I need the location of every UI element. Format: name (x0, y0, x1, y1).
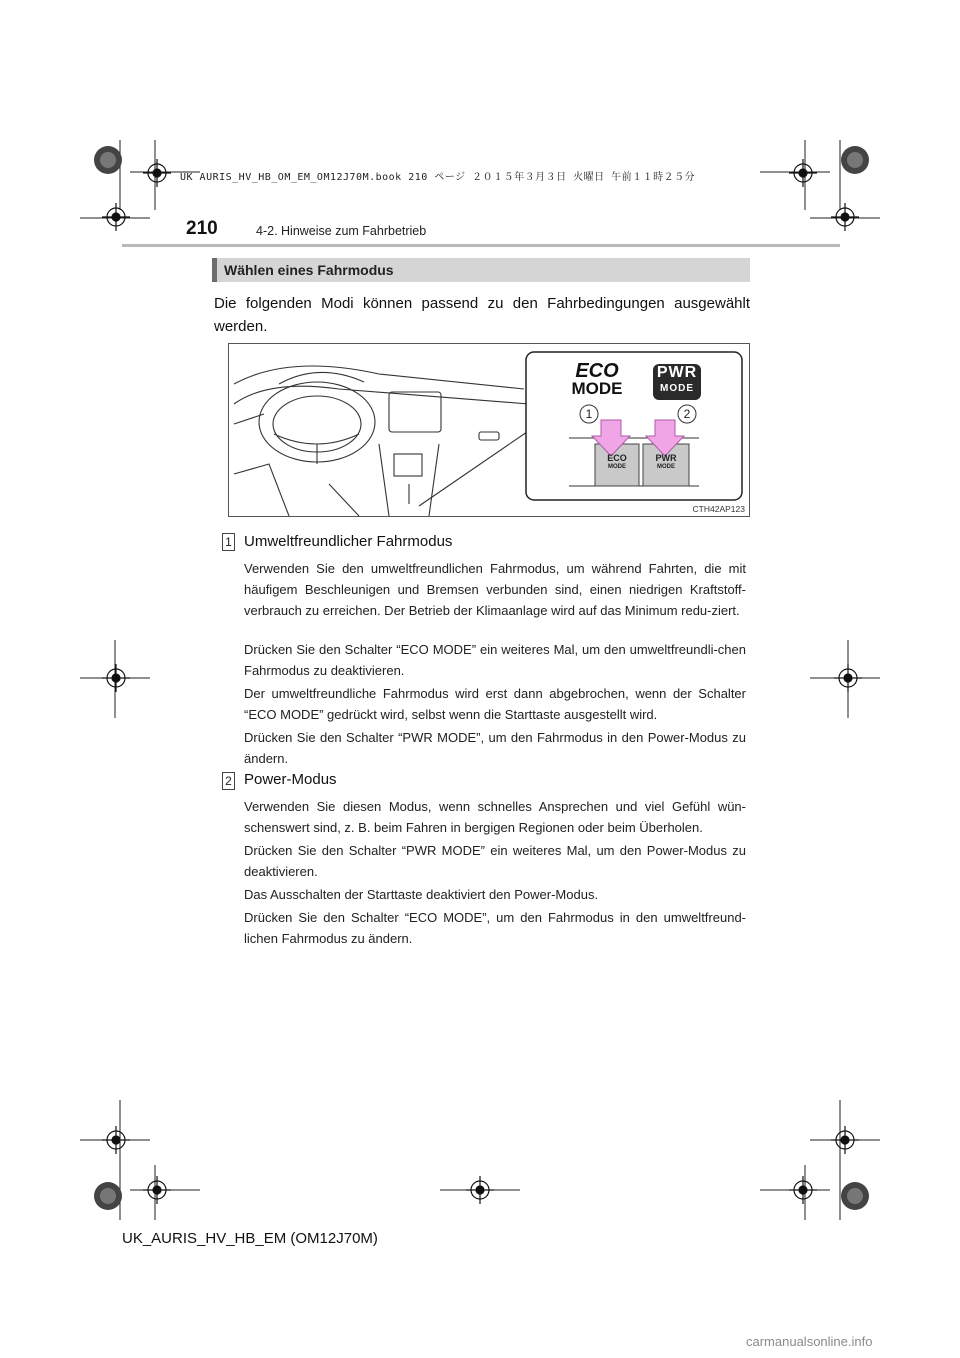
eco-switch-label (595, 454, 639, 472)
figure-callout-2: 2 (683, 407, 691, 421)
item-1-paragraph-1: Verwenden Sie den umweltfreundlichen Fahrmodus, um während Fahrten, die mit häufigem Beschleunigen und Bremsen verbunden sind, einen niedrigen Kraftstoff-verbrauch zu erreichen. Der Betrieb der Klimaanlage wird auf das Minimum redu-ziert. (244, 561, 746, 618)
pwr-switch-line1: PWR (655, 453, 677, 463)
eco-mode-logo (567, 362, 627, 398)
item-2-paragraph-1: Verwenden Sie diesen Modus, wenn schnelles Ansprechen und viel Gefühl wün-schenswert sind, z. B. beim Fahren in bergigen Regionen oder beim Überholen. (244, 799, 746, 835)
intro-text: Die folgenden Modi können passend zu den Fahrbedingungen ausgewählt werden. (214, 295, 750, 335)
item-number-2: 2 (222, 772, 235, 790)
section-heading-bar (212, 258, 750, 282)
section-accent (212, 258, 217, 282)
eco-switch-line2: MODE (608, 464, 626, 470)
document-footer: UK_AURIS_HV_HB_EM (OM12J70M) (122, 1230, 378, 1247)
item-2-paragraph-3: Das Ausschalten der Starttaste deaktiviert den Power-Modus. (244, 887, 599, 902)
dashboard-illustration (228, 343, 750, 517)
eco-logo-line1: ECO (575, 360, 619, 382)
pwr-logo-line1: PWR (656, 364, 698, 381)
item-1-paragraph-2: Drücken Sie den Schalter “ECO MODE” ein weiteres Mal, um den umweltfreundli-chen Fahrmodus zu deaktivieren. (244, 642, 746, 678)
pwr-logo-line2: MODE (660, 383, 694, 394)
figure-code: CTH42AP123 (692, 504, 745, 514)
item-2-paragraph-4: Drücken Sie den Schalter “ECO MODE”, um den Fahrmodus in den umweltfreund-lichen Fahrmodus zu ändern. (244, 910, 746, 946)
item-number-1: 1 (222, 533, 235, 551)
chapter-title: 4-2. Hinweise zum Fahrbetrieb (256, 224, 427, 238)
pwr-switch-label (643, 454, 689, 472)
item-1-paragraph-4: Drücken Sie den Schalter “PWR MODE”, um den Fahrmodus in den Power-Modus zu ändern. (244, 730, 746, 766)
print-header: UK AURIS_HV_HB_OM_EM_OM12J70M.book 210 ページ ２０１５年３月３日 火曜日 午前１１時２５分 (180, 172, 696, 183)
pwr-mode-logo (653, 365, 701, 397)
item-heading-2: Power-Modus (244, 771, 337, 788)
figure-callout-1: 1 (585, 407, 593, 421)
eco-switch-line1: ECO (607, 453, 627, 463)
pwr-switch-line2: MODE (657, 464, 675, 470)
page-number: 210 (186, 218, 218, 239)
eco-logo-line2: MODE (571, 379, 623, 398)
item-1-paragraph-3: Der umweltfreundliche Fahrmodus wird erst dann abgebrochen, wenn der Schalter “ECO MODE” gedrückt wird, selbst wenn die Starttaste ausgestellt wird. (244, 686, 746, 722)
header-rule (122, 244, 840, 247)
item-heading-1: Umweltfreundlicher Fahrmodus (244, 533, 453, 550)
watermark: carmanualsonline.info (746, 1334, 873, 1349)
section-title: Wählen eines Fahrmodus (224, 262, 394, 278)
item-2-paragraph-2: Drücken Sie den Schalter “PWR MODE” ein weiteres Mal, um den Power-Modus zu deaktivieren. (244, 843, 746, 879)
